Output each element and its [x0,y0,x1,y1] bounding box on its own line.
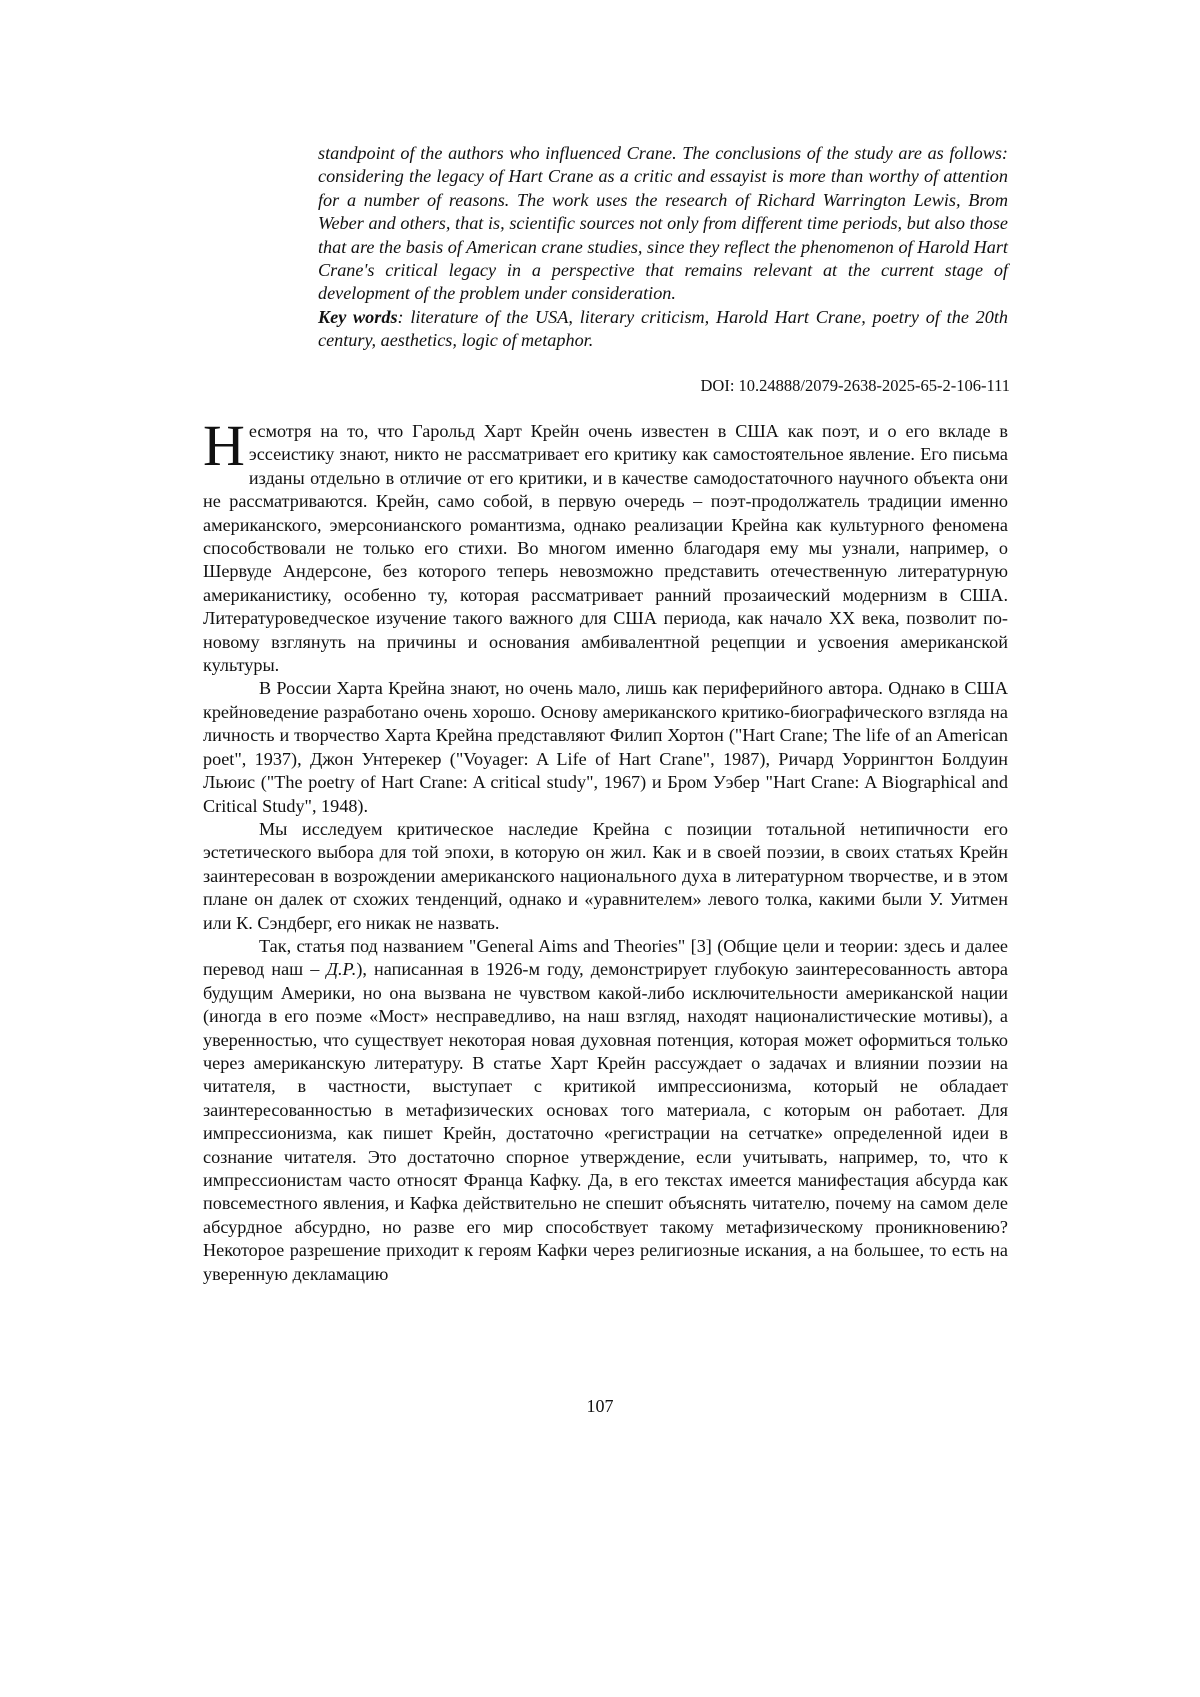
abstract-block [318,142,1008,353]
paragraph-2: В России Харта Крейна знают, но очень мало, лишь как периферийного автора. Однако в США крейноведение разработано очень хорошо. Основу американского критико-биографического взгляда на личность и творчество Харта Крейна представляют Филип Хортон ("Hart Crane; The life of an American poet", 1937), Джон Унтерекер ("Voyager: A Life of Hart Crane", 1987), Ричард Уоррингтон Болдуин Льюис ("The poetry of Hart Crane: A critical study", 1967) и Бром Уэбер "Hart Crane: A Biographical and Critical Study", 1948). [203,678,1008,816]
article-body [203,413,1008,1286]
keywords-line [318,306,1008,353]
abstract-text: standpoint of the authors who influenced Crane. The conclusions of the study are as follows: considering the legacy of Hart Crane as a critic and essayist is more than worthy of attention for a number of reasons. The work uses the research of Richard Warrington Lewis, Brom Weber and others, that is, scientific sources not only from different time periods, but also those that are the basis of American crane studies, since they reflect the phenomenon of Harold Hart Crane's critical legacy in a perspective that remains relevant at the current stage of development of the problem under consideration. [318,143,1008,304]
paragraph-3: Мы исследуем критическое наследие Крейна с позиции тотальной нетипичности его эстетического выбора для той эпохи, в которую он жил. Как и в своей поэзии, в своих статьях Крейн заинтересован в возрождении американского национального духа в литературном творчестве, и в этом плане он далек от схожих тенденций, однако и «уравнителем» левого толка, какими были У. Уитмен или К. Сэндберг, его никак не назвать. [203,818,1008,933]
paragraph-4-after: ), написанная в 1926-м году, демонстрирует глубокую заинтересованность автора будущим Америки, но она вызвана не чувством какой-либо исключительности американской нации (иногда в его поэме «Мост» несправедливо, на наш взгляд, находят националистические мотивы), а уверенностью, что существует некоторая новая духовная потенция, которая может оформиться только через американскую литературу. В статье Харт Крейн рассуждает о задачах и влиянии поэзии на читателя, в частности, выступает с критикой импрессионизма, который не обладает заинтересованностью в метафизических основах того материала, с которым он работает. Для импрессионизма, как пишет Крейн, достаточно «регистрации на сетчатке» определенной идеи в сознание читателя. Это достаточно спорное утверждение, если учитывать, например, то, что к импрессионистам часто относят Франца Кафку. Да, в его текстах имеется манифестация абсурда как повсеместного явления, и Кафка действительно не спешит объяснять читателю, почему на самом деле абсурдное абсурдно, но разве его мир способствует такому метафизическому проникновению? Некоторое разрешение приходит к героям Кафки через религиозные искания, а на большее, то есть на уверенную декламацию [203,959,1008,1284]
paragraph-4-before: Так, статья под названием "General Aims and Theories" [3] (Общие цели и теории: здесь и далее перевод наш – [203,935,1008,980]
keywords-text: : literature of the USA, literary criticism, Harold Hart Crane, poetry of the 20th century, aesthetics, logic of metaphor. [318,306,1009,351]
paragraph-1-text: есмотря на то, что Гарольд Харт Крейн очень известен в США как поэт, и о его вкладе в эссеистику знают, никто не рассматривает его критику как самостоятельное явление. Его письма изданы отдельно в отличие от его критики, и в качестве самодостаточного научного объекта они не рассматриваются. Крейн, само собой, в первую очередь – поэт-продолжатель традиции именно американского, эмерсонианского романтизма, однако реализации Крейна как культурного феномена способствовали не только его стихи. Во многом именно благодаря ему мы узнали, например, о Шервуде Андерсоне, без которого теперь невозможно представить отечественную литературную американистику, особенно ту, которая рассматривает ранний прозаический модернизм в США. Литературоведческое изучение такого важного для США периода, как начало XX века, позволит по-новому взглянуть на причины и основания амбивалентной рецепции и усвоения американской культуры. [203,421,1008,676]
paragraph-4 [203,935,1008,1286]
paragraph-1 [203,413,1008,677]
page-number: 107 [586,1396,614,1416]
doi: DOI: 10.24888/2079-2638-2025-65-2-106-111 [700,376,1010,395]
drop-cap: Н [203,413,245,478]
keywords-label: Key words [318,306,398,327]
translator-initials: Д.Р. [326,959,357,980]
